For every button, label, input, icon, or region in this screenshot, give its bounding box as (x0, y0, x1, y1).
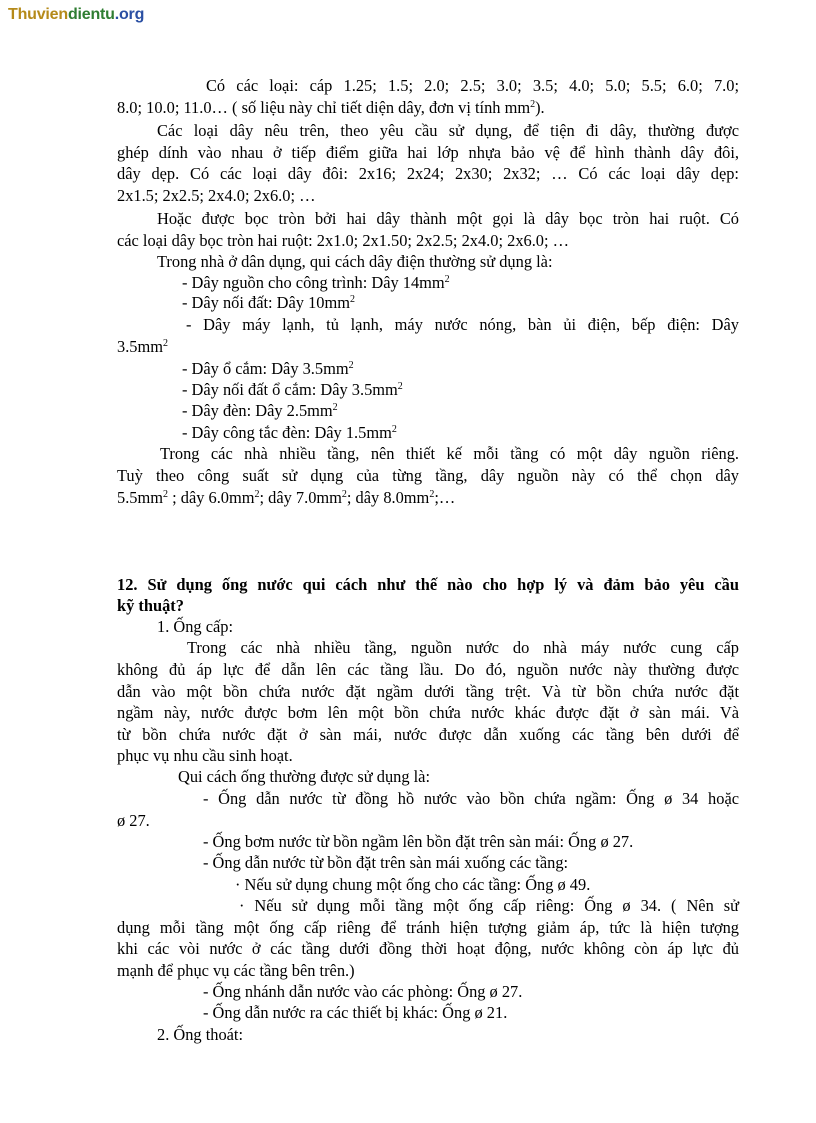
text-line: Có các loại: cáp 1.25; 1.5; 2.0; 2.5; 3.0; 3.5; 4.0; 5.0; 5.5; 6.0; 7.0; (206, 76, 739, 95)
text-line: Hoặc được bọc tròn bởi hai dây thành một gọi là dây bọc tròn hai ruột. Có (157, 209, 739, 228)
list-item: - Dây nối đất: Dây $10mm^2$ (182, 293, 355, 312)
text-line: 2x1.5; 2x2.5; 2x4.0; 2x6.0; … (117, 186, 316, 205)
text-line: Trong các nhà nhiều tầng, nên thiết kế mỗi tầng có một dây nguồn riêng. (160, 444, 739, 463)
text-line: $5.5mm^2$ ; dây $6.0mm^2$; dây $7.0mm^2$; dây $8.0mm^2;\dots$ (117, 488, 456, 507)
list-item: - Dây nối đất ổ cắm: Dây $3.5mm^2$ (182, 380, 403, 399)
section-heading: 12. Sử dụng ống nước qui cách như thế nào cho hợp lý và đảm bảo yêu cầu (117, 575, 739, 594)
list-item: - Ống dẫn nước ra các thiết bị khác: Ống ø 21. (203, 1003, 508, 1022)
text-line: phục vụ nhu cầu sinh hoạt. (117, 746, 293, 765)
section-heading-continuation: kỹ thuật? (117, 596, 184, 615)
site-logo (8, 6, 144, 24)
list-item: · Nếu sử dụng chung một ống cho các tầng: Ống ø 49. (235, 875, 591, 894)
list-item: · Nếu sử dụng mỗi tầng một ống cấp riêng: Ống ø 34. ( Nên sử (239, 896, 739, 915)
list-item: - Dây đèn: Dây $2.5mm^2$ (182, 401, 338, 420)
text-line: từ bồn chứa nước đặt ở sàn mái, nước được dẫn xuống các tầng bên dưới để (117, 725, 739, 744)
text-line: Các loại dây nêu trên, theo yêu cầu sử dụng, để tiện đi dây, thường được (157, 121, 739, 140)
text-line: dụng mỗi tầng một ống cấp riêng để tránh hiện tượng giảm áp, tức là hiện tượng (117, 918, 739, 937)
text-line: ngầm này, nước được bơm lên một bồn chứa nước khác được đặt ở sàn mái. Và (117, 703, 739, 722)
list-item: - Dây nguồn cho công trình: Dây $14mm^2$ (182, 273, 450, 292)
logo-part-3: .org (114, 6, 145, 23)
text-line: Trong các nhà nhiều tầng, nguồn nước do nhà máy nước cung cấp (187, 638, 739, 657)
text-line: các loại dây bọc tròn hai ruột: 2x1.0; 2x1.50; 2x2.5; 2x4.0; 2x6.0; … (117, 231, 570, 250)
logo-part-1: Thuvien (8, 6, 68, 23)
text-line: mạnh để phục vụ các tầng bên trên.) (117, 961, 355, 980)
text-line: Trong nhà ở dân dụng, qui cách dây điện thường sử dụng là: (157, 252, 553, 271)
text-line: Tuỳ theo công suất sử dụng của từng tầng, dây nguồn này có thể chọn dây (117, 466, 739, 485)
text-line: dây dẹp. Có các loại dây đôi: 2x16; 2x24; 2x30; 2x32; … Có các loại dây dẹp: (117, 164, 739, 183)
list-item: - Ống bơm nước từ bồn ngầm lên bồn đặt trên sàn mái: Ống ø 27. (203, 832, 634, 851)
text-line: 8.0; 10.0; 11.0… ( số liệu này chỉ tiết diện dây, đơn vị tính $mm^2$). (117, 98, 545, 117)
list-item: - Ống nhánh dẫn nước vào các phòng: Ống ø 27. (203, 982, 523, 1001)
list-item: - Ống dẫn nước từ bồn đặt trên sàn mái xuống các tầng: (203, 853, 569, 872)
list-item: - Dây công tắc đèn: Dây $1.5mm^2$ (182, 423, 397, 442)
logo-part-2: dientu (67, 6, 115, 23)
text-line: Qui cách ống thường được sử dụng là: (178, 767, 431, 786)
list-item: - Ống dẫn nước từ đồng hồ nước vào bồn chứa ngầm: Ống ø 34 hoặc (203, 789, 739, 808)
text-line: không đủ áp lực để dẫn lên các tầng lầu. Do đó, nguồn nước này thường được (117, 660, 739, 679)
list-item-continuation: $3.5mm^2$ (117, 337, 168, 356)
list-item-continuation: ø 27. (117, 811, 150, 830)
text-line: khi các vòi nước ở các tầng dưới đồng thời hoạt động, nước không còn áp lực đủ (117, 939, 739, 958)
subheading: 2. Ống thoát: (157, 1025, 244, 1044)
text-line: dẫn vào một bồn chứa nước đặt ngầm dưới tầng trệt. Và từ bồn chứa nước đặt (117, 682, 739, 701)
text-line: ghép dính vào nhau ở tiếp điểm giữa hai lớp nhựa bảo vệ để hình thành dây đôi, (117, 143, 739, 162)
list-item: - Dây máy lạnh, tủ lạnh, máy nước nóng, bàn ủi điện, bếp điện: Dây (186, 315, 739, 334)
list-item: - Dây ổ cắm: Dây $3.5mm^2$ (182, 359, 354, 378)
subheading: 1. Ống cấp: (157, 617, 234, 636)
